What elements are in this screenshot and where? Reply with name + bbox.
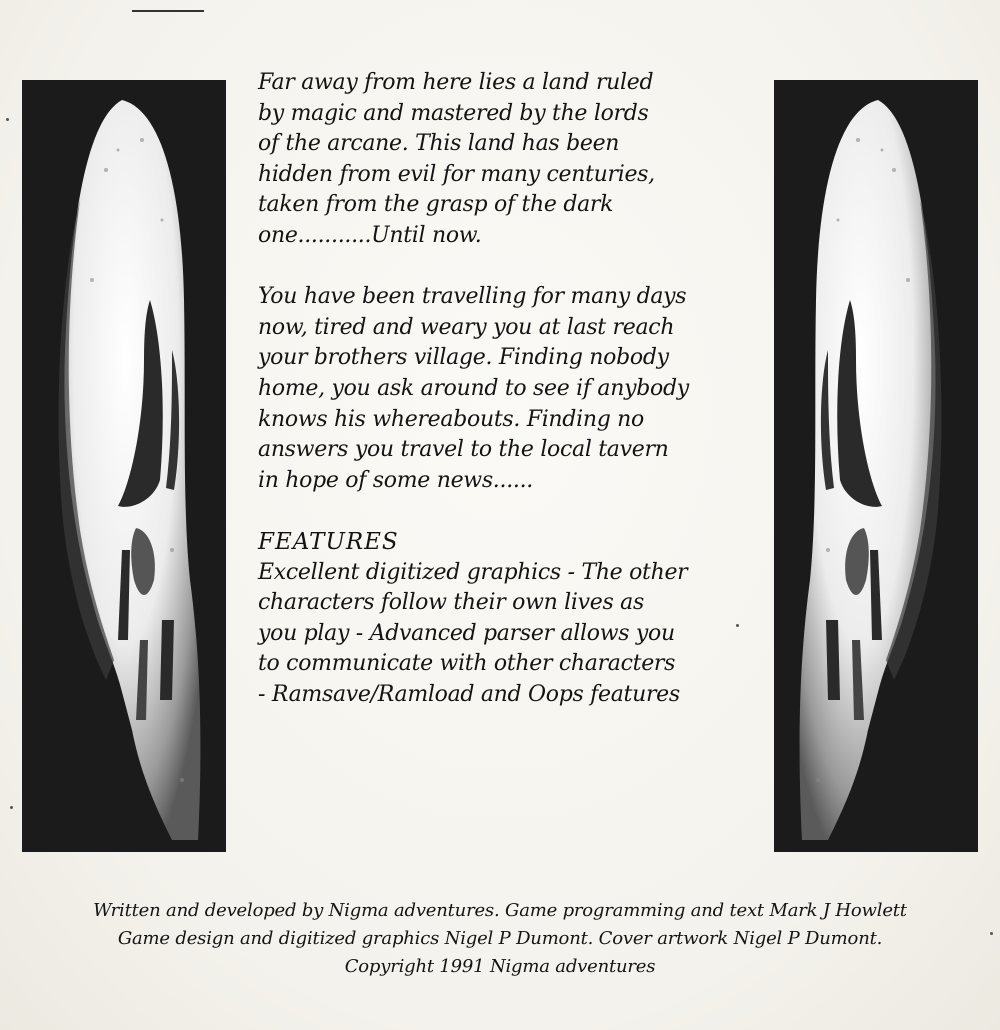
left-skull-panel — [22, 80, 226, 852]
credits-line: Game design and digitized graphics Nigel P Dumont. Cover artwork Nigel P Dumont. — [117, 928, 883, 949]
features-heading: FEATURES — [258, 528, 399, 555]
story-line: answers you travel to the local tavern — [258, 437, 669, 463]
paragraph-gap — [258, 252, 758, 283]
credits-block — [0, 897, 1000, 981]
intro-line: of the arcane. This land has been — [258, 131, 620, 157]
feature-line: characters follow their own lives as — [258, 590, 644, 616]
story-line: You have been travelling for many days — [258, 284, 687, 310]
story-line: home, you ask around to see if anybody — [258, 375, 689, 401]
right-skull-panel — [774, 80, 978, 852]
intro-line: one...........Until now. — [258, 222, 482, 248]
intro-line: by magic and mastered by the lords — [258, 100, 649, 126]
paragraph-gap — [258, 496, 758, 527]
scan-speck — [10, 806, 13, 809]
scan-speck — [990, 932, 993, 935]
description-text — [258, 68, 758, 710]
feature-line: Excellent digitized graphics - The other — [258, 559, 688, 585]
copyright-line: Copyright 1991 Nigma adventures — [344, 956, 656, 977]
scan-mark — [132, 10, 204, 12]
intro-paragraph — [258, 68, 758, 252]
story-line: your brothers village. Finding nobody — [258, 345, 669, 371]
feature-line: to communicate with other characters — [258, 651, 676, 677]
intro-line: hidden from evil for many centuries, — [258, 161, 655, 187]
story-line: now, tired and weary you at last reach — [258, 314, 675, 340]
story-line: knows his whereabouts. Finding no — [258, 406, 644, 432]
intro-line: taken from the grasp of the dark — [258, 192, 614, 218]
story-paragraph — [258, 282, 758, 496]
skull-icon — [774, 80, 978, 852]
features-section — [258, 527, 758, 711]
feature-line: - Ramsave/Ramload and Oops features — [258, 681, 680, 707]
story-line: in hope of some news...... — [258, 467, 533, 493]
scan-speck — [6, 118, 9, 121]
intro-line: Far away from here lies a land ruled — [258, 70, 654, 95]
feature-line: you play - Advanced parser allows you — [258, 620, 675, 646]
credits-line: Written and developed by Nigma adventures. Game programming and text Mark J Howlett — [93, 900, 907, 921]
scan-speck — [736, 624, 739, 627]
skull-icon — [22, 80, 226, 852]
